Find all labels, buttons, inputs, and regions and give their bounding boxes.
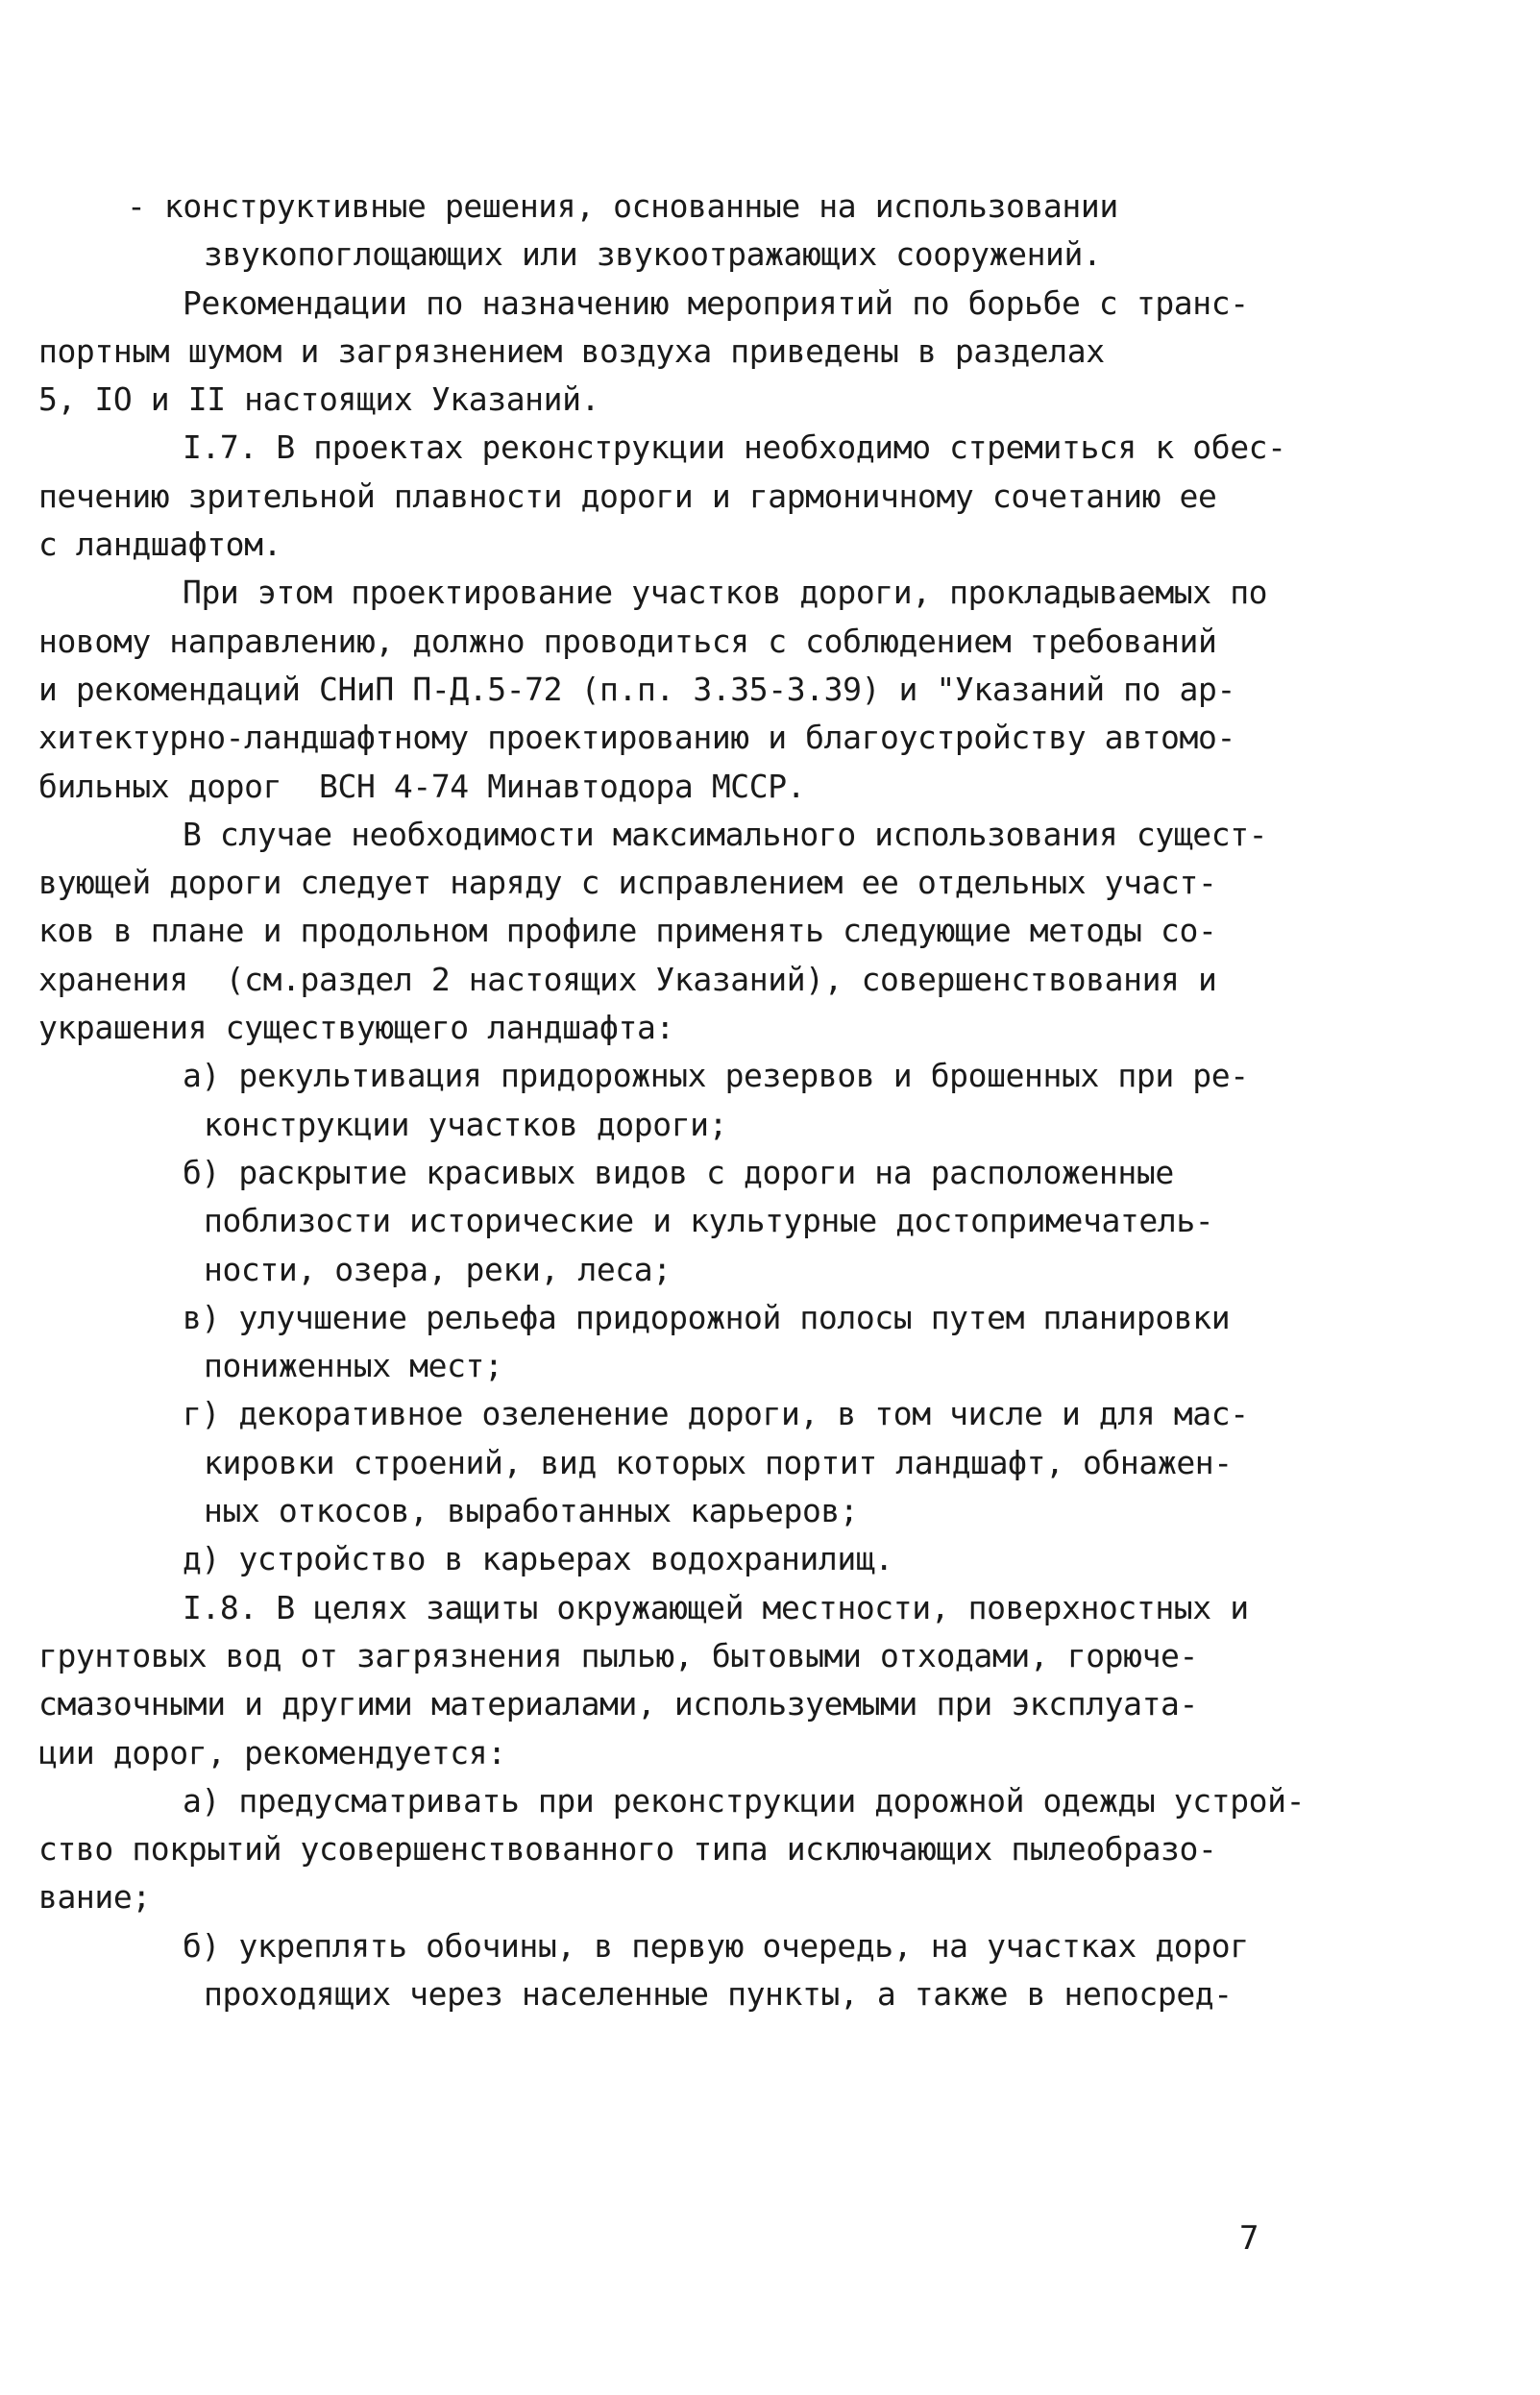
text-line: печению зрительной плавности дороги и гармоничному сочетанию ее <box>38 477 1217 515</box>
text-line: При этом проектирование участков дороги, прокладываемых по <box>183 574 1268 612</box>
text-line: I.7. В проектах реконструкции необходимо стремиться к обес- <box>183 428 1286 467</box>
text-line: а) предусматривать при реконструкции дорожной одежды устрой- <box>183 1781 1306 1820</box>
text-line: вующей дороги следует наряду с исправлением ее отдельных участ- <box>38 864 1217 902</box>
text-line: б) раскрытие красивых видов с дороги на расположенные <box>183 1153 1174 1191</box>
text-line: д) устройство в карьерах водохранилищ. <box>183 1540 893 1578</box>
text-line: В случае необходимости максимального использования сущест- <box>183 815 1268 853</box>
text-line: в) улучшение рельефа придорожной полосы путем планировки <box>183 1298 1231 1336</box>
text-line: новому направлению, должно проводиться с соблюдением требований <box>38 622 1217 660</box>
text-line: пониженных мест; <box>204 1347 503 1385</box>
text-line: звукопоглощающих или звукоотражающих сооружений. <box>204 235 1102 274</box>
text-line: поблизости исторические и культурные достопримечатель- <box>204 1202 1214 1240</box>
text-line: проходящих через населенные пункты, а также в непосред- <box>204 1974 1233 2013</box>
text-line: с ландшафтом. <box>38 525 282 564</box>
document-page <box>38 183 1335 2344</box>
text-line: бильных дорог ВСН 4-74 Минавтодора МССР. <box>38 767 806 805</box>
text-line: Рекомендации по назначению мероприятий по борьбе с транс- <box>183 283 1249 322</box>
text-line: ков в плане и продольном профиле применять следующие методы со- <box>38 912 1217 950</box>
text-line: портным шумом и загрязнением воздуха приведены в разделах <box>38 331 1105 370</box>
text-line: и рекомендаций СНиП П-Д.5-72 (п.п. 3.35-3.39) и "Указаний по ар- <box>38 670 1235 708</box>
text-line: украшения существующего ландшафта: <box>38 1009 674 1047</box>
text-line: хранения (см.раздел 2 настоящих Указаний), совершенствования и <box>38 960 1217 998</box>
text-line: б) укреплять обочины, в первую очередь, на участках дорог <box>183 1926 1249 1965</box>
text-line: хитектурно-ландшафтному проектированию и благоустройству автомо- <box>38 719 1235 757</box>
text-line: - конструктивные решения, основанные на использовании <box>127 187 1118 225</box>
text-line: а) рекультивация придорожных резервов и брошенных при ре- <box>183 1057 1249 1095</box>
text-line: грунтовых вод от загрязнения пылью, бытовыми отходами, горюче- <box>38 1636 1198 1674</box>
text-line: ных откосов, выработанных карьеров; <box>204 1492 859 1530</box>
text-line: I.8. В целях защиты окружающей местности, поверхностных и <box>183 1588 1249 1626</box>
text-line: кировки строений, вид которых портит ландшафт, обнажен- <box>204 1443 1233 1481</box>
text-line: смазочными и другими материалами, используемыми при эксплуата- <box>38 1685 1198 1723</box>
text-line: вание; <box>38 1878 151 1917</box>
text-line: ности, озера, реки, леса; <box>204 1250 672 1288</box>
text-line: ство покрытий усовершенствованного типа исключающих пылеобразо- <box>38 1830 1217 1869</box>
text-line: г) декоративное озеленение дороги, в том числе и для мас- <box>183 1395 1249 1433</box>
text-line: 5, IO и II настоящих Указаний. <box>38 380 600 419</box>
text-line: ции дорог, рекомендуется: <box>38 1733 506 1772</box>
text-line: конструкции участков дороги; <box>204 1105 728 1143</box>
page-number: 7 <box>1239 2219 1259 2258</box>
